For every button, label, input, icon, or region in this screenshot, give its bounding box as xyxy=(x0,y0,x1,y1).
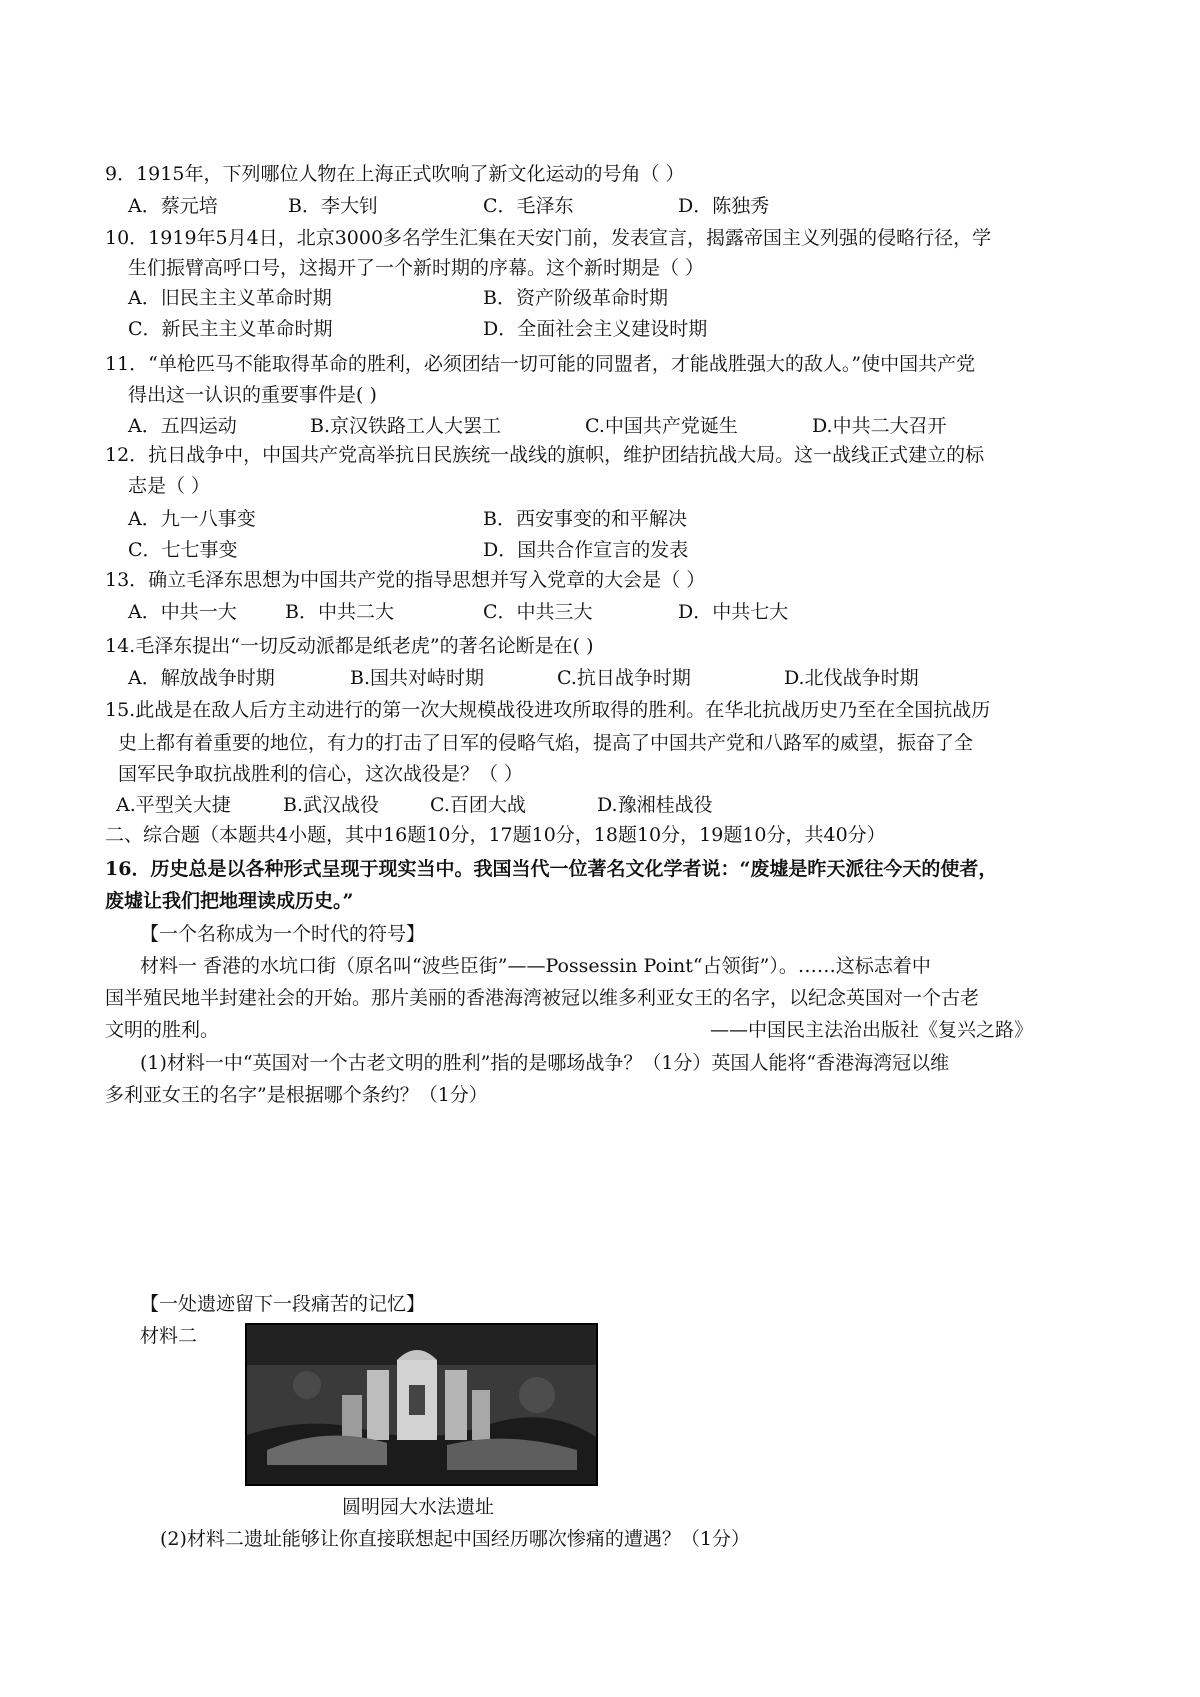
q16-question1-line1: (1)材料一中“英国对一个古老文明的胜利”指的是哪场战争？（1分）英国人能将“香港海湾冠以维 xyxy=(140,1052,950,1074)
q13-option-d: D．中共七大 xyxy=(678,601,789,623)
q16-intro-line2: 废墟让我们把地理读成历史。” xyxy=(105,890,354,912)
q15-option-c: C.百团大战 xyxy=(430,794,526,816)
q11-option-a: A．五四运动 xyxy=(128,415,237,437)
yuanmingyuan-ruins-photo xyxy=(245,1323,598,1486)
q11-option-c: C.中国共产党诞生 xyxy=(585,415,738,437)
q14-option-a: A．解放战争时期 xyxy=(128,667,275,689)
q13-option-b: B．中共二大 xyxy=(285,601,394,623)
q12-stem-line1: 12．抗日战争中，中国共产党高举抗日民族统一战线的旗帜，维护团结抗战大局。这一战线正式建立的标 xyxy=(105,444,985,466)
q15-stem-line2: 史上都有着重要的地位，有力的打击了日军的侵略气焰，提高了中国共产党和八路军的威望，振奋了全 xyxy=(118,732,974,754)
q15-option-a: A.平型关大捷 xyxy=(116,794,231,816)
q14-stem: 14.毛泽东提出“一切反动派都是纸老虎”的著名论断是在( ) xyxy=(105,635,594,657)
q11-option-b: B.京汉铁路工人大罢工 xyxy=(310,415,502,437)
q15-option-b: B.武汉战役 xyxy=(283,794,380,816)
q9-option-d: D．陈独秀 xyxy=(678,195,770,217)
q16-material1-source: ——中国民主法治出版社《复兴之路》 xyxy=(710,1019,1034,1041)
q10-option-b: B．资产阶级革命时期 xyxy=(483,287,668,309)
q16-subtitle2: 【一处遗迹留下一段痛苦的记忆】 xyxy=(140,1293,426,1315)
image-caption: 圆明园大水法遗址 xyxy=(342,1496,495,1518)
q16-subtitle1: 【一个名称成为一个时代的符号】 xyxy=(140,923,426,945)
q10-option-c: C．新民主主义革命时期 xyxy=(128,318,333,340)
q10-option-a: A．旧民主主义革命时期 xyxy=(128,287,332,309)
q13-option-c: C．中共三大 xyxy=(483,601,593,623)
q15-option-d: D.豫湘桂战役 xyxy=(597,794,713,816)
q16-intro-line1: 16．历史总是以各种形式呈现于现实当中。我国当代一位著名文化学者说：“废墟是昨天派往今天的使者， xyxy=(105,858,998,880)
q12-option-c: C．七七事变 xyxy=(128,539,238,561)
q16-material2-label: 材料二 xyxy=(140,1325,198,1347)
q9-stem: 9．1915年，下列哪位人物在上海正式吹响了新文化运动的号角（ ） xyxy=(105,163,685,185)
q9-option-b: B．李大钊 xyxy=(288,195,378,217)
q15-stem-line3: 国军民争取抗战胜利的信心，这次战役是？（ ） xyxy=(118,763,524,785)
q11-option-d: D.中共二大召开 xyxy=(812,415,947,437)
q11-stem-line2: 得出这一认识的重要事件是( ) xyxy=(128,384,377,406)
q12-option-d: D．国共合作宣言的发表 xyxy=(483,539,689,561)
q15-stem-line1: 15.此战是在敌人后方主动进行的第一次大规模战役进攻所取得的胜利。在华北抗战历史乃至在全国抗战历 xyxy=(105,699,991,721)
q16-material1-line2: 国半殖民地半封建社会的开始。那片美丽的香港海湾被冠以维多利亚女王的名字，以纪念英国对一个古老 xyxy=(105,987,980,1009)
q14-option-d: D.北伐战争时期 xyxy=(784,667,919,689)
q14-option-b: B.国共对峙时期 xyxy=(350,667,485,689)
q13-option-a: A．中共一大 xyxy=(128,601,237,623)
q12-option-a: A．九一八事变 xyxy=(128,508,256,530)
q12-option-b: B．西安事变的和平解决 xyxy=(483,508,687,530)
q9-option-a: A．蔡元培 xyxy=(128,195,218,217)
q16-question2: (2)材料二遗址能够让你直接联想起中国经历哪次惨痛的遭遇？（1分） xyxy=(160,1528,751,1550)
q9-option-c: C．毛泽东 xyxy=(483,195,574,217)
q13-stem: 13．确立毛泽东思想为中国共产党的指导思想并写入党章的大会是（ ） xyxy=(105,569,706,591)
q12-stem-line2: 志是（ ） xyxy=(128,475,211,497)
q16-material1-line3: 文明的胜利。 xyxy=(105,1019,220,1041)
q11-stem-line1: 11．“单枪匹马不能取得革命的胜利，必须团结一切可能的同盟者，才能战胜强大的敌人。”使中国共产党 xyxy=(105,353,976,375)
section2-title: 二、综合题（本题共4小题，其中16题10分，17题10分，18题10分，19题10分，共40分） xyxy=(105,824,886,846)
q10-stem-line2: 生们振臂高呼口号，这揭开了一个新时期的序幕。这个新时期是（ ） xyxy=(128,257,705,279)
q10-stem-line1: 10．1919年5月4日，北京3000多名学生汇集在天安门前，发表宣言，揭露帝国主义列强的侵略行径，学 xyxy=(105,227,992,249)
q16-material1-line1: 材料一 香港的水坑口街（原名叫“波些臣街”——Possessin Point“占领街”）。……这标志着中 xyxy=(140,955,931,977)
q10-option-d: D．全面社会主义建设时期 xyxy=(483,318,708,340)
q14-option-c: C.抗日战争时期 xyxy=(557,667,691,689)
q16-question1-line2: 多利亚女王的名字”是根据哪个条约？（1分） xyxy=(105,1084,488,1106)
